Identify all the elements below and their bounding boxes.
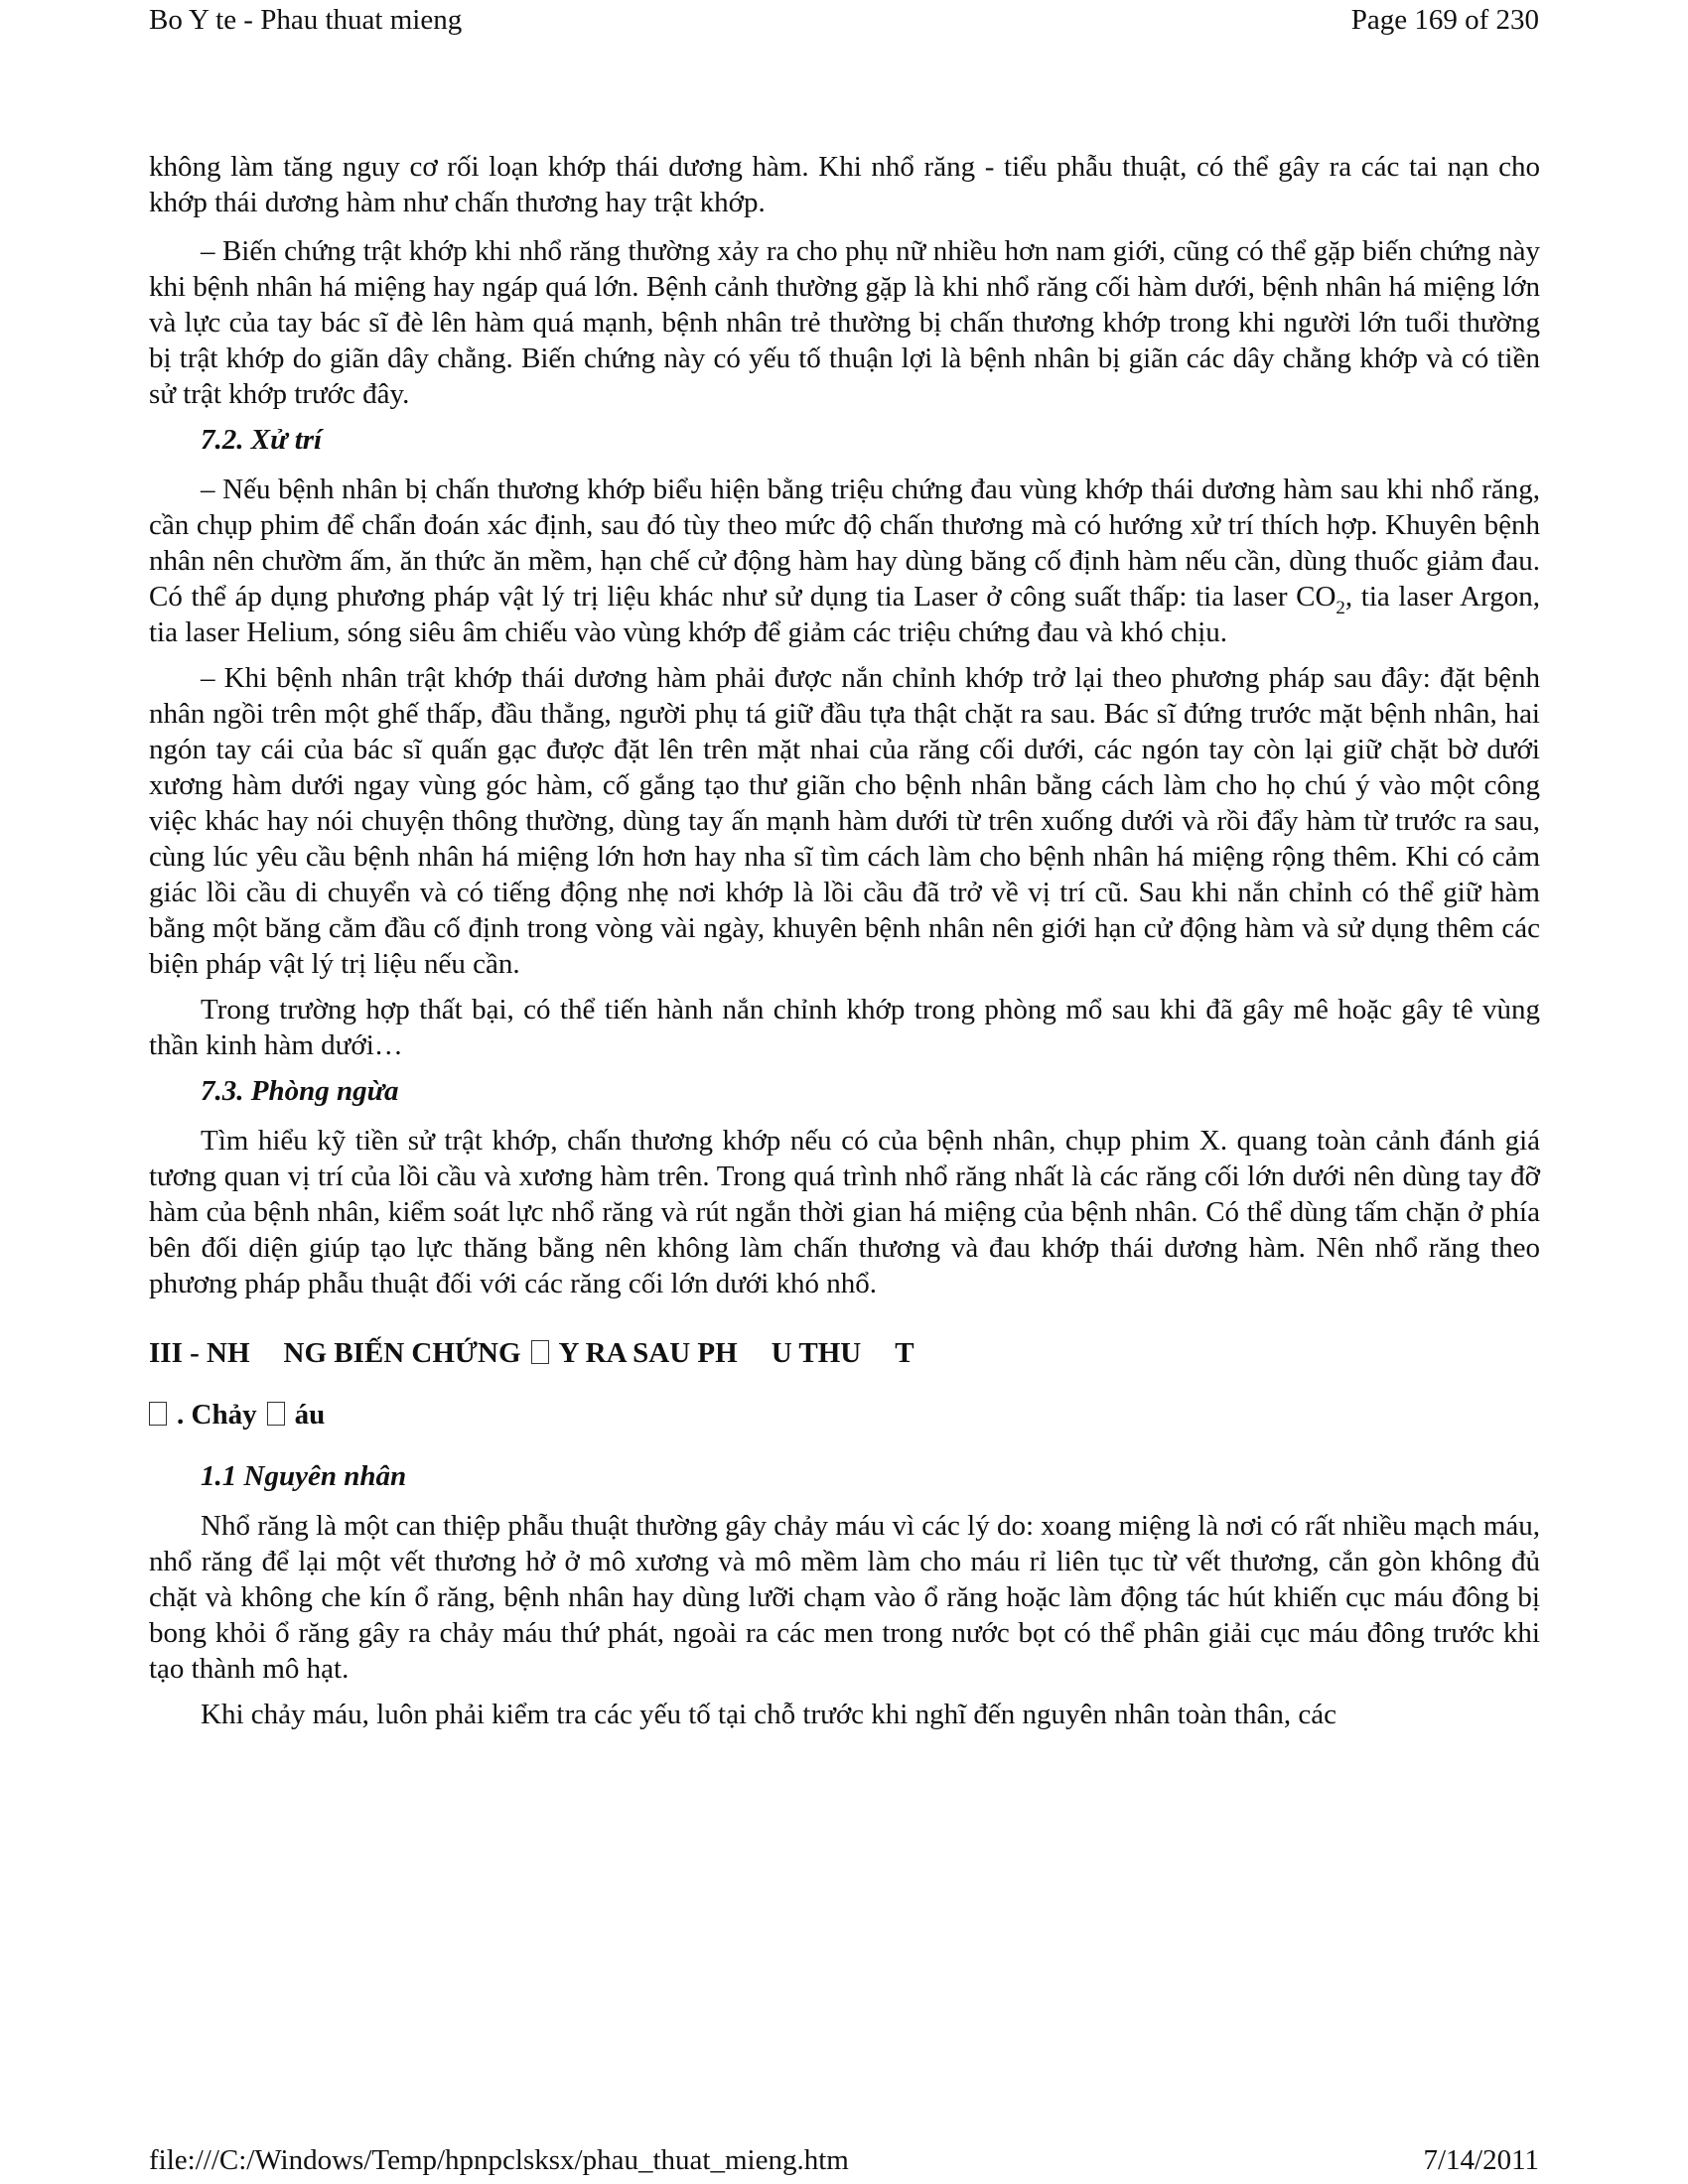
heading-1-text-2: áu [294, 1399, 326, 1431]
file-path: file:///C:/Windows/Temp/hpnpclsksx/phau_thuat_mieng.htm [149, 2144, 849, 2176]
paragraph-bleeding-causes: Nhổ răng là một can thiệp phẫu thuật thường gây chảy máu vì các lý do: xoang miệng là nơi có rất nhiều mạch máu, nhổ răng để lại một vết thương hở ở mô xương và mô mềm làm cho máu rỉ liên tục từ vết thương, cắn gòn không đủ chặt và không che kín ổ răng, bệnh nhân hay dùng lưỡi chạm vào ổ răng hoặc làm động tác hút khiến cục máu đông bị bong khỏi ổ răng gây ra chảy máu thứ phát, ngoài ra các men trong nước bọt có thể phân giải cục máu đông trước khi tạo thành mô hạt. [149, 1510, 1540, 1685]
missing-glyph-icon [149, 1402, 167, 1426]
paragraph-reduction-method: – Khi bệnh nhân trật khớp thái dương hàm phải được nắn chỉnh khớp trở lại theo phương pháp sau đây: đặt bệnh nhân ngồi trên một ghế thấp, đầu thẳng, người phụ tá giữ đầu tựa thật chặt ra sau. Bác sĩ đứng trước mặt bệnh nhân, hai ngón tay cái của bác sĩ quấn gạc được đặt lên trên mặt nhai của răng cối dưới, các ngón tay còn lại giữ chặt bờ dưới xương hàm dưới ngay vùng góc hàm, cố gắng tạo thư giãn cho bệnh nhân bằng cách làm cho họ chú ý vào một công việc khác hay nói chuyện thông thường, dùng tay ấn mạnh hàm dưới từ trên xuống dưới và rồi đẩy hàm từ trước ra sau, cùng lúc yêu cầu bệnh nhân há miệng lớn hơn hay nha sĩ tìm cách làm cho bệnh nhân há miệng rộng thêm. Khi có cảm giác lồi cầu di chuyển và có tiếng động nhẹ nơi khớp là lồi cầu đã trở về vị trí cũ. Sau khi nắn chỉnh có thể giữ hàm bằng một băng cằm đầu cố định trong vòng vài ngày, khuyên bệnh nhân nên giới hạn cử động hàm và sử dụng thêm các biện pháp vật lý trị liệu nếu cần. [149, 662, 1540, 980]
section-iii-text-2: NG BIẾN CHỨNG [283, 1337, 521, 1369]
page-header [149, 2, 1539, 38]
missing-glyph-icon [267, 1402, 285, 1426]
heading-1-1-causes: 1.1 Nguyên nhân [201, 1460, 407, 1492]
heading-7-2-treatment: 7.2. Xử trí [201, 424, 323, 456]
section-iii-text-5: T [895, 1337, 914, 1369]
heading-7-3-prevention: 7.3. Phòng ngừa [201, 1075, 399, 1107]
section-iii-text-4: U THU [771, 1337, 862, 1369]
subscript-2: 2 [1336, 598, 1345, 618]
paragraph-joint-trauma [149, 472, 1540, 650]
section-iii-text-1: III - NH [149, 1337, 250, 1369]
paragraph-joint-trauma-text-2: , tia laser Argon, tia laser Helium, sóng siêu âm chiếu vào vùng khớp để giảm các triệu chứng đau và khó chịu. [149, 581, 1540, 648]
heading-section-iii [149, 1335, 1540, 1371]
print-date: 7/14/2011 [1423, 2144, 1539, 2176]
section-iii-text-3: Y RA SAU PH [558, 1337, 738, 1369]
paragraph-dislocation-complication: – Biến chứng trật khớp khi nhổ răng thường xảy ra cho phụ nữ nhiều hơn nam giới, cũng có thể gặp biến chứng này khi bệnh nhân há miệng hay ngáp quá lớn. Bệnh cảnh thường gặp là khi nhổ răng cối hàm dưới, bệnh nhân há miệng lớn và lực của tay bác sĩ đè lên hàm quá mạnh, bệnh nhân trẻ thường bị chấn thương khớp trong khi người lớn tuổi thường bị trật khớp do giãn dây chằng. Biến chứng này có yếu tố thuận lợi là bệnh nhân bị giãn các dây chằng khớp và có tiền sử trật khớp trước đây. [149, 235, 1540, 410]
missing-glyph-icon [531, 1340, 549, 1364]
heading-1-bleeding [149, 1397, 1540, 1433]
document-title: Bo Y te - Phau thuat mieng [149, 4, 463, 36]
paragraph-continuation: không làm tăng nguy cơ rối loạn khớp thái dương hàm. Khi nhổ răng - tiểu phẫu thuật, có thể gây ra các tai nạn cho khớp thái dương hàm như chấn thương hay trật khớp. [149, 151, 1540, 218]
heading-1-text-1: . Chảy [177, 1399, 257, 1431]
paragraph-bleeding-check: Khi chảy máu, luôn phải kiểm tra các yếu tố tại chỗ trước khi nghĩ đến nguyên nhân toàn thân, các [201, 1699, 1336, 1730]
page-footer [149, 2142, 1539, 2178]
paragraph-failure-case: Trong trường hợp thất bại, có thể tiến hành nắn chỉnh khớp trong phòng mổ sau khi đã gây mê hoặc gây tê vùng thần kinh hàm dưới… [149, 994, 1540, 1061]
page-number: Page 169 of 230 [1350, 4, 1539, 36]
document-body [149, 149, 1540, 1742]
paragraph-joint-trauma-text-1: – Nếu bệnh nhân bị chấn thương khớp biểu hiện bằng triệu chứng đau vùng khớp thái dương hàm sau khi nhổ răng, cần chụp phim để chẩn đoán xác định, sau đó tùy theo mức độ chấn thương mà có hướng xử trí thích hợp. Khuyên bệnh nhân nên chườm ấm, ăn thức ăn mềm, hạn chế cử động hàm hay dùng băng cố định hàm nếu cần, dùng thuốc giảm đau. Có thể áp dụng phương pháp vật lý trị liệu khác như sử dụng tia Laser ở công suất thấp: tia laser CO [149, 474, 1540, 613]
paragraph-prevention: Tìm hiểu kỹ tiền sử trật khớp, chấn thương khớp nếu có của bệnh nhân, chụp phim X. quang toàn cảnh đánh giá tương quan vị trí của lồi cầu và xương hàm trên. Trong quá trình nhổ răng nhất là các răng cối lớn dưới nên dùng tay đỡ hàm của bệnh nhân, kiểm soát lực nhổ răng và rút ngắn thời gian há miệng của bệnh nhân. Có thể dùng tấm chặn ở phía bên đối diện giúp tạo lực thăng bằng nên không làm chấn thương và đau khớp thái dương hàm. Nên nhổ răng theo phương pháp phẫu thuật đối với các răng cối lớn dưới khó nhổ. [149, 1125, 1540, 1299]
